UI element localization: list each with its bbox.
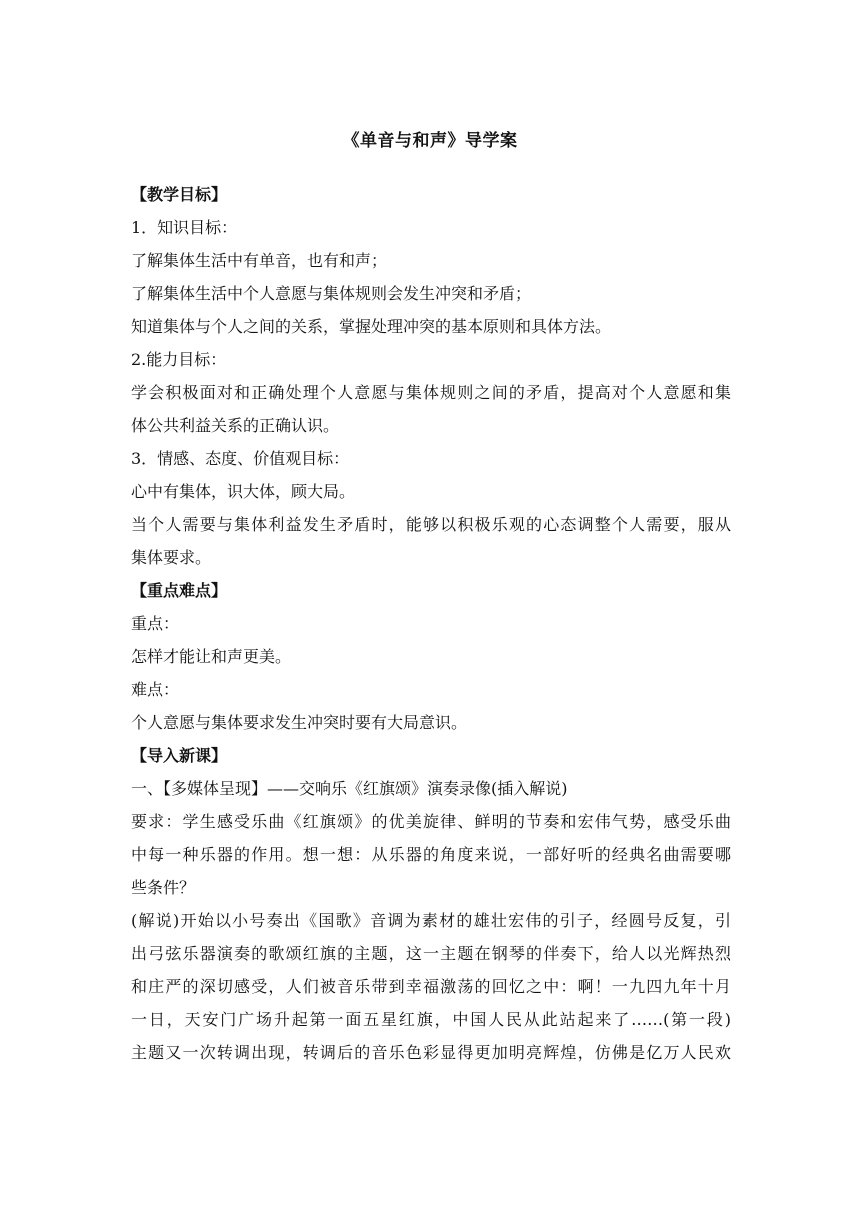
text-line: 了解集体生活中个人意愿与集体规则会发生冲突和矛盾； (131, 284, 532, 303)
section-heading: 【导入新课】 (131, 746, 228, 765)
text-line: 主题又一次转调出现，转调后的音乐色彩显得更加明亮辉煌，仿佛是亿万人民欢 (131, 1043, 731, 1062)
text-line: 怎样才能让和声更美。 (131, 647, 292, 666)
text-line: 1．知识目标： (131, 218, 238, 237)
document-body (131, 178, 731, 1069)
section-heading: 【重点难点】 (131, 581, 228, 600)
text-line: 心中有集体，识大体，顾大局。 (131, 482, 356, 501)
text-line: 难点： (131, 680, 180, 699)
text-line: 体公共利益关系的正确认识。 (131, 416, 340, 435)
text-line: 一、【多媒体呈现】——交响乐《红旗颂》演奏录像(插入解说) (131, 779, 568, 798)
section-heading: 【教学目标】 (131, 185, 228, 204)
text-line: 2.能力目标： (131, 350, 227, 369)
text-line: 知道集体与个人之间的关系，掌握处理冲突的基本原则和具体方法。 (131, 317, 612, 336)
text-line: (解说)开始以小号奏出《国歌》音调为素材的雄壮宏伟的引子，经圆号反复，引 (131, 911, 731, 930)
text-line: 当个人需要与集体利益发生矛盾时，能够以积极乐观的心态调整个人需要，服从 (131, 515, 731, 534)
text-line: 个人意愿与集体要求发生冲突时要有大局意识。 (131, 713, 468, 732)
text-line: 集体要求。 (131, 548, 212, 567)
document-title: 《单音与和声》导学案 (342, 131, 518, 151)
text-line: 出弓弦乐器演奏的歌颂红旗的主题，这一主题在钢琴的伴奏下，给人以光辉热烈 (131, 944, 731, 963)
text-line: 3．情感、态度、价值观目标： (131, 449, 350, 468)
text-line: 学会积极面对和正确处理个人意愿与集体规则之间的矛盾，提高对个人意愿和集 (131, 383, 731, 402)
text-line: 些条件？ (131, 878, 196, 897)
text-line: 要求：学生感受乐曲《红旗颂》的优美旋律、鲜明的节奏和宏伟气势，感受乐曲 (131, 812, 731, 831)
text-line: 了解集体生活中有单音，也有和声； (131, 251, 388, 270)
text-line: 和庄严的深切感受，人们被音乐带到幸福激荡的回忆之中：啊！一九四九年十月 (131, 977, 731, 996)
text-line: 中每一种乐器的作用。想一想：从乐器的角度来说，一部好听的经典名曲需要哪 (131, 845, 731, 864)
text-line: 一日，天安门广场升起第一面五星红旗，中国人民从此站起来了……(第一段) (131, 1010, 731, 1029)
text-line: 重点： (131, 614, 180, 633)
